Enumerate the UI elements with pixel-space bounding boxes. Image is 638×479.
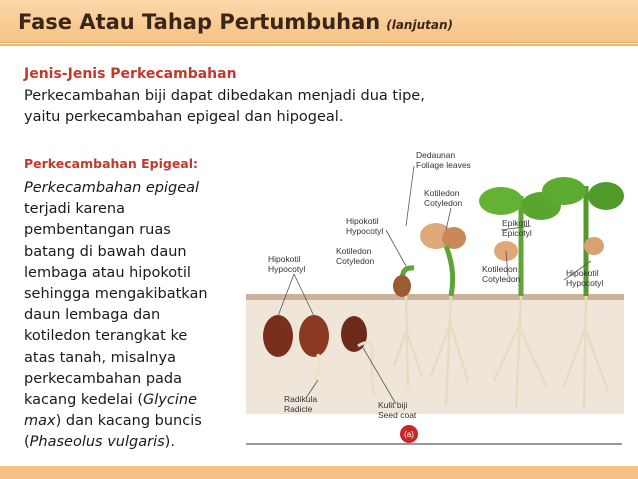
leaf-7a bbox=[542, 177, 586, 205]
label-seed-coat: Seed coat bbox=[378, 410, 417, 420]
species-glycine: Glycine bbox=[143, 392, 197, 409]
epigeal-line: kacang kedelai ( bbox=[24, 392, 144, 409]
slide-title-sub: (lanjutan) bbox=[386, 18, 453, 32]
label-kulit-biji: Kulit biji bbox=[378, 400, 408, 410]
label-kotiledon-1: Kotiledon bbox=[424, 188, 460, 198]
epigeal-line: lembaga atau hipokotil bbox=[24, 264, 191, 281]
stem-5 bbox=[446, 246, 453, 296]
epigeal-line: pembentangan ruas bbox=[24, 222, 171, 239]
label-cotyledon-1: Cotyledon bbox=[424, 198, 463, 208]
intro-line-2: yaitu perkecambahan epigeal dan hipogeal. bbox=[24, 109, 344, 125]
section-heading: Jenis-Jenis Perkecambahan bbox=[24, 66, 237, 82]
title-divider bbox=[0, 44, 638, 46]
slide-title bbox=[18, 10, 453, 34]
epigeal-line: daun lembaga dan bbox=[24, 307, 161, 324]
seed-1 bbox=[263, 315, 293, 357]
label-epikotil: Epikotil bbox=[502, 218, 530, 228]
epigeal-line: terjadi karena bbox=[24, 201, 125, 218]
label-foliage: Foliage leaves bbox=[416, 160, 471, 170]
epigeal-line: atas tanah, misalnya bbox=[24, 349, 176, 366]
epigeal-line: ) dan kacang buncis bbox=[55, 413, 202, 430]
slide-title-main: Fase Atau Tahap Pertumbuhan bbox=[18, 10, 381, 34]
species-max: max bbox=[24, 413, 56, 430]
label-hipokotil-2: Hipokotil bbox=[268, 254, 301, 264]
leaf-7b bbox=[588, 182, 624, 210]
label-hipokotil-3: Hipokotil bbox=[566, 268, 599, 278]
seed-2 bbox=[299, 315, 329, 357]
label-radikula: Radikula bbox=[284, 394, 318, 404]
epigeal-text: Perkecambahan epigeal terjadi karena pembentangan ruas batang di bawah daun lembaga atau hipokotil sehingga mengakibatkan daun lembaga dan kotiledon terangkat ke atas tanah, misalnya perkecambahan pada kacang kedelai (Glycine max) dan kacang buncis (Phaseolus vulgaris). bbox=[24, 178, 230, 454]
label-hipokotil-1: Hipokotil bbox=[346, 216, 379, 226]
cotyledon-7 bbox=[584, 237, 604, 255]
epigeal-heading: Perkecambahan Epigeal: bbox=[24, 156, 199, 171]
epigeal-line: sehingga mengakibatkan bbox=[24, 286, 208, 303]
epigeal-line: kotiledon terangkat ke bbox=[24, 328, 188, 345]
label-dedaunan: Dedaunan bbox=[416, 150, 456, 160]
label-cotyledon-3: Cotyledon bbox=[482, 274, 521, 284]
label-kotiledon-3: Kotiledon bbox=[482, 264, 518, 274]
epigeal-line: batang di bawah daun bbox=[24, 243, 187, 260]
intro-text bbox=[24, 86, 474, 128]
panel-label: (a) bbox=[404, 430, 414, 439]
intro-line-1: Perkecambahan biji dapat dibedakan menjadi dua tipe, bbox=[24, 88, 425, 104]
label-epicotyl: Epicotyl bbox=[502, 228, 532, 238]
title-bar bbox=[0, 0, 638, 43]
label-kotiledon-2: Kotiledon bbox=[336, 246, 372, 256]
germination-figure bbox=[246, 146, 624, 451]
seed-3 bbox=[341, 316, 367, 352]
leaf-6a bbox=[479, 187, 523, 215]
bottom-bar bbox=[0, 466, 638, 479]
species-phaseolus: Phaseolus vulgaris bbox=[29, 434, 165, 451]
epigeal-line: perkecambahan pada bbox=[24, 370, 183, 387]
seed-coat-4 bbox=[393, 275, 411, 297]
label-cotyledon-2: Cotyledon bbox=[336, 256, 375, 266]
epigeal-term: Perkecambahan epigeal bbox=[24, 180, 200, 196]
soil-surface bbox=[246, 294, 624, 300]
label-radicle: Radicle bbox=[284, 404, 313, 414]
germination-illustration bbox=[246, 146, 624, 451]
label-hypocotyl-2: Hypocotyl bbox=[268, 264, 306, 274]
cotyledon-5b bbox=[442, 227, 466, 249]
epigeal-line: ). bbox=[164, 434, 175, 451]
label-hypocotyl-3: Hypocotyl bbox=[566, 278, 604, 288]
label-hypocotyl-1: Hypocotyl bbox=[346, 226, 384, 236]
